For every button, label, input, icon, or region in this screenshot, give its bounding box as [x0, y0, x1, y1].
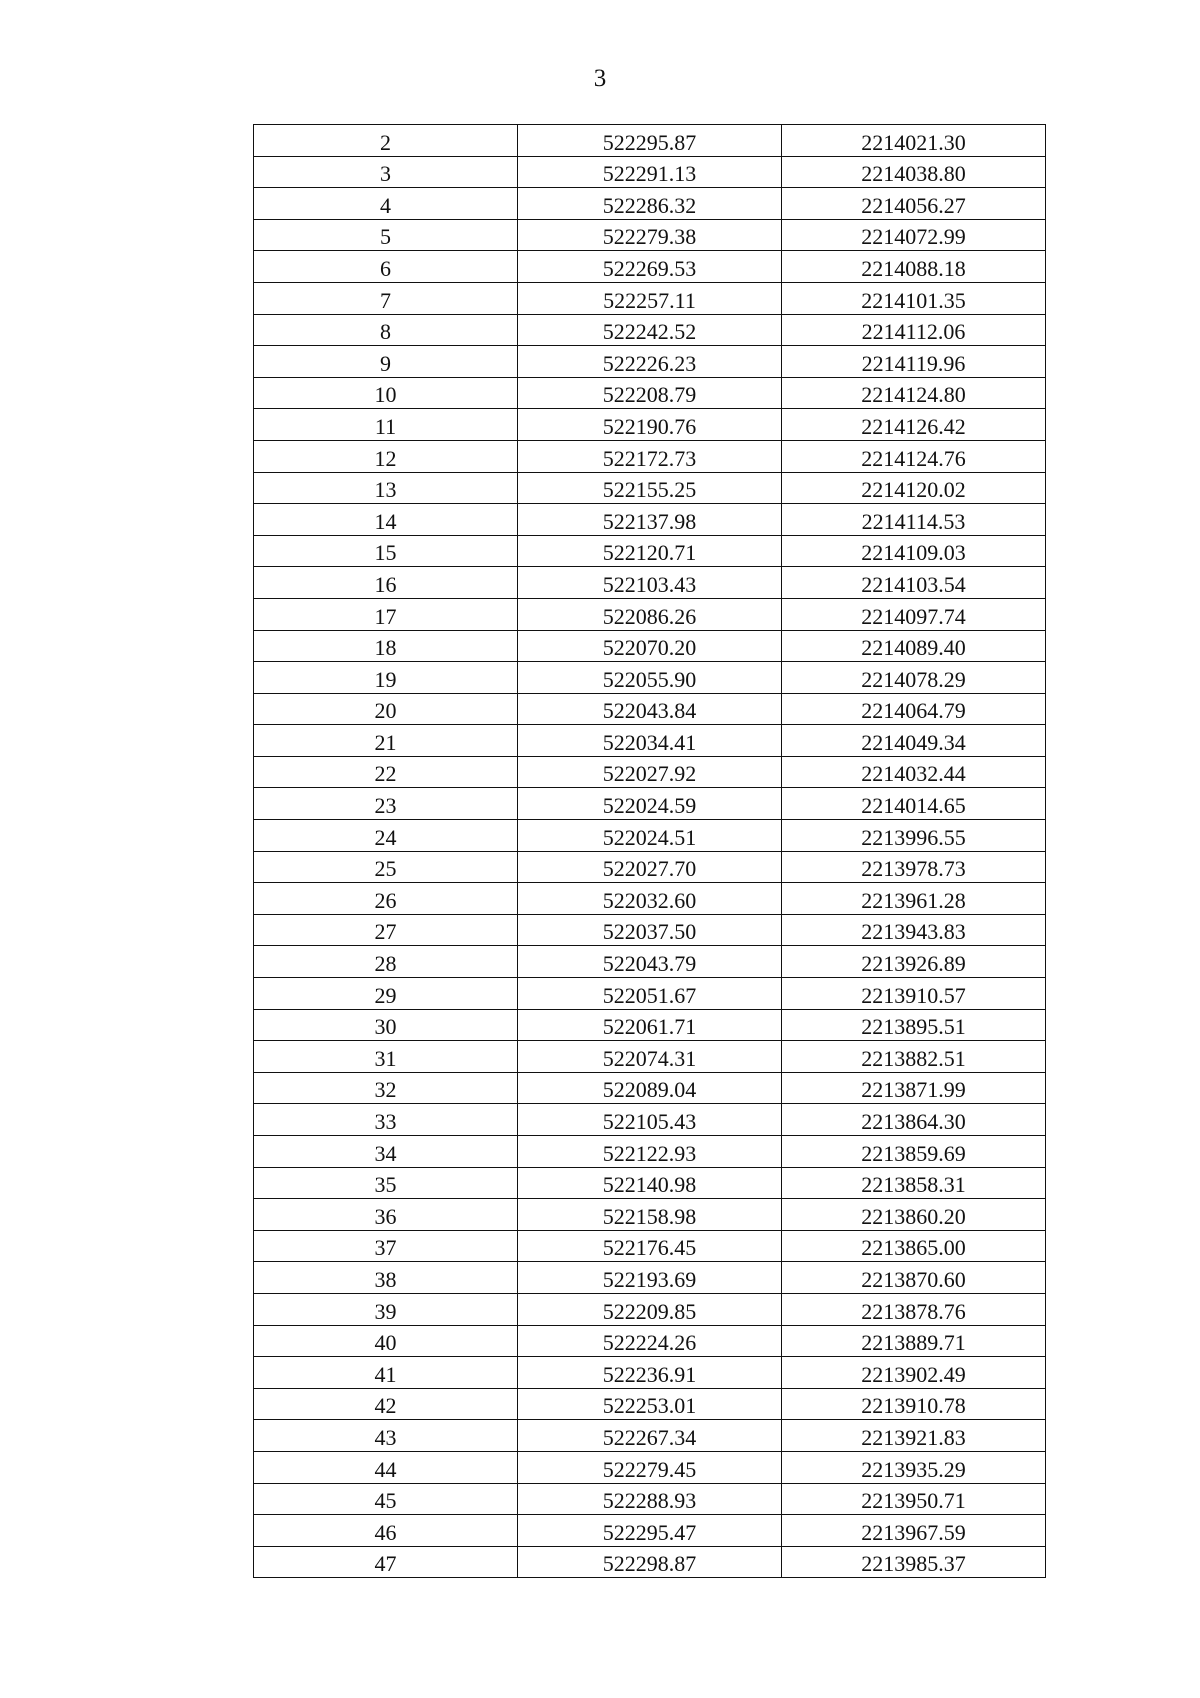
- table-row: [254, 1041, 1046, 1073]
- table-row: [254, 820, 1046, 852]
- x-coordinate-cell: 522257.11: [518, 282, 782, 314]
- point-number-cell: 5: [254, 219, 518, 251]
- point-number-cell: 42: [254, 1388, 518, 1420]
- point-number-cell: 17: [254, 598, 518, 630]
- y-coordinate-cell: 2213865.00: [782, 1230, 1046, 1262]
- x-coordinate-cell: 522253.01: [518, 1388, 782, 1420]
- x-coordinate-cell: 522122.93: [518, 1136, 782, 1168]
- table-row: [254, 725, 1046, 757]
- y-coordinate-cell: 2214088.18: [782, 251, 1046, 283]
- x-coordinate-cell: 522172.73: [518, 440, 782, 472]
- y-coordinate-cell: 2213996.55: [782, 820, 1046, 852]
- point-number-cell: 6: [254, 251, 518, 283]
- table-row: [254, 282, 1046, 314]
- x-coordinate-cell: 522024.59: [518, 788, 782, 820]
- table-row: [254, 851, 1046, 883]
- table-row: [254, 1388, 1046, 1420]
- x-coordinate-cell: 522236.91: [518, 1357, 782, 1389]
- y-coordinate-cell: 2213889.71: [782, 1325, 1046, 1357]
- point-number-cell: 4: [254, 188, 518, 220]
- x-coordinate-cell: 522043.79: [518, 946, 782, 978]
- y-coordinate-cell: 2214124.76: [782, 440, 1046, 472]
- point-number-cell: 33: [254, 1104, 518, 1136]
- table-row: [254, 598, 1046, 630]
- table-row: [254, 788, 1046, 820]
- y-coordinate-cell: 2213859.69: [782, 1136, 1046, 1168]
- x-coordinate-cell: 522024.51: [518, 820, 782, 852]
- point-number-cell: 35: [254, 1167, 518, 1199]
- point-number-cell: 27: [254, 914, 518, 946]
- point-number-cell: 37: [254, 1230, 518, 1262]
- x-coordinate-cell: 522027.70: [518, 851, 782, 883]
- point-number-cell: 32: [254, 1072, 518, 1104]
- table-row: [254, 1199, 1046, 1231]
- y-coordinate-cell: 2213978.73: [782, 851, 1046, 883]
- point-number-cell: 30: [254, 1009, 518, 1041]
- y-coordinate-cell: 2213950.71: [782, 1483, 1046, 1515]
- table-row: [254, 1483, 1046, 1515]
- y-coordinate-cell: 2213871.99: [782, 1072, 1046, 1104]
- x-coordinate-cell: 522286.32: [518, 188, 782, 220]
- x-coordinate-cell: 522193.69: [518, 1262, 782, 1294]
- table-row: [254, 756, 1046, 788]
- x-coordinate-cell: 522027.92: [518, 756, 782, 788]
- y-coordinate-cell: 2213935.29: [782, 1451, 1046, 1483]
- point-number-cell: 12: [254, 440, 518, 472]
- table-row: [254, 567, 1046, 599]
- page-number: 3: [593, 65, 607, 92]
- x-coordinate-cell: 522158.98: [518, 1199, 782, 1231]
- point-number-cell: 47: [254, 1546, 518, 1578]
- x-coordinate-cell: 522086.26: [518, 598, 782, 630]
- x-coordinate-cell: 522279.45: [518, 1451, 782, 1483]
- y-coordinate-cell: 2214112.06: [782, 314, 1046, 346]
- table-row: [254, 1325, 1046, 1357]
- y-coordinate-cell: 2213985.37: [782, 1546, 1046, 1578]
- table-row: [254, 693, 1046, 725]
- y-coordinate-cell: 2214049.34: [782, 725, 1046, 757]
- x-coordinate-cell: 522140.98: [518, 1167, 782, 1199]
- y-coordinate-cell: 2214109.03: [782, 535, 1046, 567]
- x-coordinate-cell: 522074.31: [518, 1041, 782, 1073]
- point-number-cell: 31: [254, 1041, 518, 1073]
- y-coordinate-cell: 2213860.20: [782, 1199, 1046, 1231]
- y-coordinate-cell: 2214103.54: [782, 567, 1046, 599]
- y-coordinate-cell: 2213895.51: [782, 1009, 1046, 1041]
- table-row: [254, 630, 1046, 662]
- table-row: [254, 1546, 1046, 1578]
- table-row: [254, 914, 1046, 946]
- y-coordinate-cell: 2214038.80: [782, 156, 1046, 188]
- table-row: [254, 946, 1046, 978]
- point-number-cell: 39: [254, 1293, 518, 1325]
- y-coordinate-cell: 2213870.60: [782, 1262, 1046, 1294]
- point-number-cell: 20: [254, 693, 518, 725]
- y-coordinate-cell: 2214072.99: [782, 219, 1046, 251]
- x-coordinate-cell: 522288.93: [518, 1483, 782, 1515]
- y-coordinate-cell: 2214101.35: [782, 282, 1046, 314]
- table-row: [254, 1230, 1046, 1262]
- point-number-cell: 34: [254, 1136, 518, 1168]
- table-row: [254, 1262, 1046, 1294]
- point-number-cell: 11: [254, 409, 518, 441]
- table-row: [254, 251, 1046, 283]
- x-coordinate-cell: 522269.53: [518, 251, 782, 283]
- point-number-cell: 43: [254, 1420, 518, 1452]
- point-number-cell: 38: [254, 1262, 518, 1294]
- x-coordinate-cell: 522176.45: [518, 1230, 782, 1262]
- point-number-cell: 19: [254, 662, 518, 694]
- point-number-cell: 44: [254, 1451, 518, 1483]
- x-coordinate-cell: 522137.98: [518, 504, 782, 536]
- y-coordinate-cell: 2214114.53: [782, 504, 1046, 536]
- table-row: [254, 1167, 1046, 1199]
- table-row: [254, 1104, 1046, 1136]
- point-number-cell: 10: [254, 377, 518, 409]
- point-number-cell: 9: [254, 346, 518, 378]
- x-coordinate-cell: 522105.43: [518, 1104, 782, 1136]
- coordinates-table-body: [254, 125, 1046, 1578]
- table-row: [254, 1009, 1046, 1041]
- point-number-cell: 46: [254, 1515, 518, 1547]
- y-coordinate-cell: 2214056.27: [782, 188, 1046, 220]
- point-number-cell: 15: [254, 535, 518, 567]
- x-coordinate-cell: 522032.60: [518, 883, 782, 915]
- x-coordinate-cell: 522103.43: [518, 567, 782, 599]
- x-coordinate-cell: 522209.85: [518, 1293, 782, 1325]
- x-coordinate-cell: 522208.79: [518, 377, 782, 409]
- point-number-cell: 3: [254, 156, 518, 188]
- y-coordinate-cell: 2214097.74: [782, 598, 1046, 630]
- x-coordinate-cell: 522279.38: [518, 219, 782, 251]
- x-coordinate-cell: 522089.04: [518, 1072, 782, 1104]
- x-coordinate-cell: 522070.20: [518, 630, 782, 662]
- table-row: [254, 504, 1046, 536]
- point-number-cell: 45: [254, 1483, 518, 1515]
- x-coordinate-cell: 522267.34: [518, 1420, 782, 1452]
- x-coordinate-cell: 522055.90: [518, 662, 782, 694]
- table-row: [254, 662, 1046, 694]
- x-coordinate-cell: 522190.76: [518, 409, 782, 441]
- point-number-cell: 2: [254, 125, 518, 157]
- y-coordinate-cell: 2213910.78: [782, 1388, 1046, 1420]
- x-coordinate-cell: 522224.26: [518, 1325, 782, 1357]
- table-row: [254, 883, 1046, 915]
- table-row: [254, 1136, 1046, 1168]
- table-row: [254, 314, 1046, 346]
- y-coordinate-cell: 2214119.96: [782, 346, 1046, 378]
- x-coordinate-cell: 522291.13: [518, 156, 782, 188]
- x-coordinate-cell: 522043.84: [518, 693, 782, 725]
- y-coordinate-cell: 2214064.79: [782, 693, 1046, 725]
- table-row: [254, 1357, 1046, 1389]
- point-number-cell: 7: [254, 282, 518, 314]
- point-number-cell: 21: [254, 725, 518, 757]
- table-row: [254, 1451, 1046, 1483]
- y-coordinate-cell: 2213926.89: [782, 946, 1046, 978]
- point-number-cell: 26: [254, 883, 518, 915]
- y-coordinate-cell: 2214126.42: [782, 409, 1046, 441]
- table-row: [254, 219, 1046, 251]
- x-coordinate-cell: 522295.47: [518, 1515, 782, 1547]
- table-row: [254, 535, 1046, 567]
- x-coordinate-cell: 522226.23: [518, 346, 782, 378]
- y-coordinate-cell: 2213864.30: [782, 1104, 1046, 1136]
- x-coordinate-cell: 522034.41: [518, 725, 782, 757]
- y-coordinate-cell: 2214120.02: [782, 472, 1046, 504]
- point-number-cell: 24: [254, 820, 518, 852]
- point-number-cell: 23: [254, 788, 518, 820]
- table-row: [254, 440, 1046, 472]
- y-coordinate-cell: 2214032.44: [782, 756, 1046, 788]
- x-coordinate-cell: 522242.52: [518, 314, 782, 346]
- point-number-cell: 18: [254, 630, 518, 662]
- y-coordinate-cell: 2213943.83: [782, 914, 1046, 946]
- y-coordinate-cell: 2213902.49: [782, 1357, 1046, 1389]
- x-coordinate-cell: 522120.71: [518, 535, 782, 567]
- point-number-cell: 13: [254, 472, 518, 504]
- coordinates-table: [253, 124, 1046, 1578]
- y-coordinate-cell: 2213878.76: [782, 1293, 1046, 1325]
- y-coordinate-cell: 2214078.29: [782, 662, 1046, 694]
- x-coordinate-cell: 522298.87: [518, 1546, 782, 1578]
- table-row: [254, 125, 1046, 157]
- point-number-cell: 36: [254, 1199, 518, 1231]
- point-number-cell: 14: [254, 504, 518, 536]
- x-coordinate-cell: 522037.50: [518, 914, 782, 946]
- point-number-cell: 40: [254, 1325, 518, 1357]
- y-coordinate-cell: 2214124.80: [782, 377, 1046, 409]
- y-coordinate-cell: 2213921.83: [782, 1420, 1046, 1452]
- y-coordinate-cell: 2213961.28: [782, 883, 1046, 915]
- point-number-cell: 16: [254, 567, 518, 599]
- point-number-cell: 8: [254, 314, 518, 346]
- point-number-cell: 28: [254, 946, 518, 978]
- x-coordinate-cell: 522061.71: [518, 1009, 782, 1041]
- point-number-cell: 22: [254, 756, 518, 788]
- y-coordinate-cell: 2213858.31: [782, 1167, 1046, 1199]
- y-coordinate-cell: 2214021.30: [782, 125, 1046, 157]
- table-row: [254, 188, 1046, 220]
- y-coordinate-cell: 2213882.51: [782, 1041, 1046, 1073]
- x-coordinate-cell: 522155.25: [518, 472, 782, 504]
- table-row: [254, 1072, 1046, 1104]
- x-coordinate-cell: 522051.67: [518, 978, 782, 1010]
- table-row: [254, 1515, 1046, 1547]
- table-row: [254, 409, 1046, 441]
- y-coordinate-cell: 2214014.65: [782, 788, 1046, 820]
- y-coordinate-cell: 2213967.59: [782, 1515, 1046, 1547]
- table-row: [254, 1420, 1046, 1452]
- point-number-cell: 41: [254, 1357, 518, 1389]
- x-coordinate-cell: 522295.87: [518, 125, 782, 157]
- table-row: [254, 377, 1046, 409]
- table-row: [254, 978, 1046, 1010]
- table-row: [254, 346, 1046, 378]
- y-coordinate-cell: 2213910.57: [782, 978, 1046, 1010]
- table-row: [254, 472, 1046, 504]
- table-row: [254, 156, 1046, 188]
- point-number-cell: 29: [254, 978, 518, 1010]
- table-row: [254, 1293, 1046, 1325]
- y-coordinate-cell: 2214089.40: [782, 630, 1046, 662]
- point-number-cell: 25: [254, 851, 518, 883]
